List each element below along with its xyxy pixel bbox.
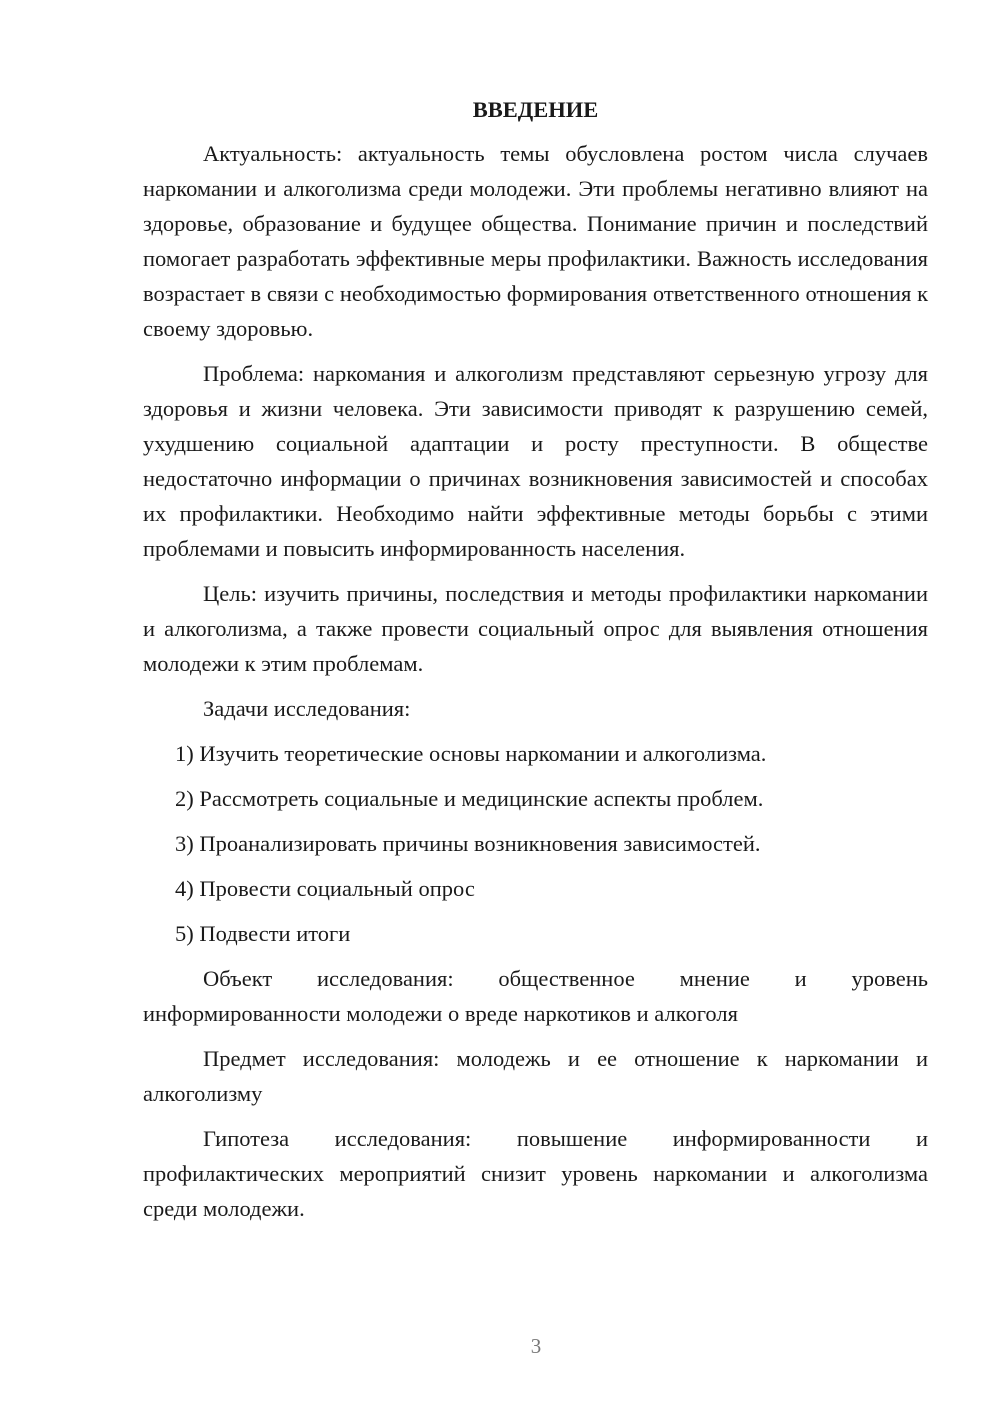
hypothesis-paragraph: Гипотеза исследования: повышение информированности и профилактических мероприятий снизит уровень наркомании и алкоголизма среди молодежи. [143,1126,928,1221]
task-text: Рассмотреть социальные и медицинские аспекты проблем. [199,786,764,811]
task-text: Подвести итоги [199,921,351,946]
task-item [143,916,928,951]
task-item [143,826,928,861]
task-number: 2) [175,786,194,811]
task-number: 5) [175,921,194,946]
tasks-title: Задачи исследования: [203,696,411,721]
subject-paragraph: Предмет исследования: молодежь и ее отношение к наркомании и алкоголизму [143,1046,928,1106]
task-number: 4) [175,876,194,901]
task-item [143,736,928,771]
task-item [143,871,928,906]
document-title: ВВЕДЕНИЕ [472,97,599,122]
page-number: 3 [530,1334,542,1358]
relevance-paragraph: Актуальность: актуальность темы обусловлена ростом числа случаев наркомании и алкоголизма среди молодежи. Эти проблемы негативно влияют на здоровье, образование и будущее общества. Понимание причин и последствий помогает разработать эффективные меры профилактики. Важность исследования возрастает в связи с необходимостью формирования ответственного отношения к своему здоровью. [143,141,928,341]
goal-paragraph: Цель: изучить причины, последствия и методы профилактики наркомании и алкоголизма, а также провести социальный опрос для выявления отношения молодежи к этим проблемам. [143,581,928,676]
task-text: Изучить теоретические основы наркомании и алкоголизма. [199,741,767,766]
tasks-list [143,736,928,951]
problem-paragraph: Проблема: наркомания и алкоголизм представляют серьезную угрозу для здоровья и жизни человека. Эти зависимости приводят к разрушению семей, ухудшению социальной адаптации и росту преступности. В обществе недостаточно информации о причинах возникновения зависимостей и способах их профилактики. Необходимо найти эффективные методы борьбы с этими проблемами и повысить информированность населения. [143,361,928,561]
task-text: Проанализировать причины возникновения зависимостей. [199,831,761,856]
task-number: 3) [175,831,194,856]
task-text: Провести социальный опрос [199,876,475,901]
object-paragraph: Объект исследования: общественное мнение и уровень информированности молодежи о вреде наркотиков и алкоголя [143,966,928,1026]
document-page [143,92,928,1236]
task-number: 1) [175,741,194,766]
task-item [143,781,928,816]
